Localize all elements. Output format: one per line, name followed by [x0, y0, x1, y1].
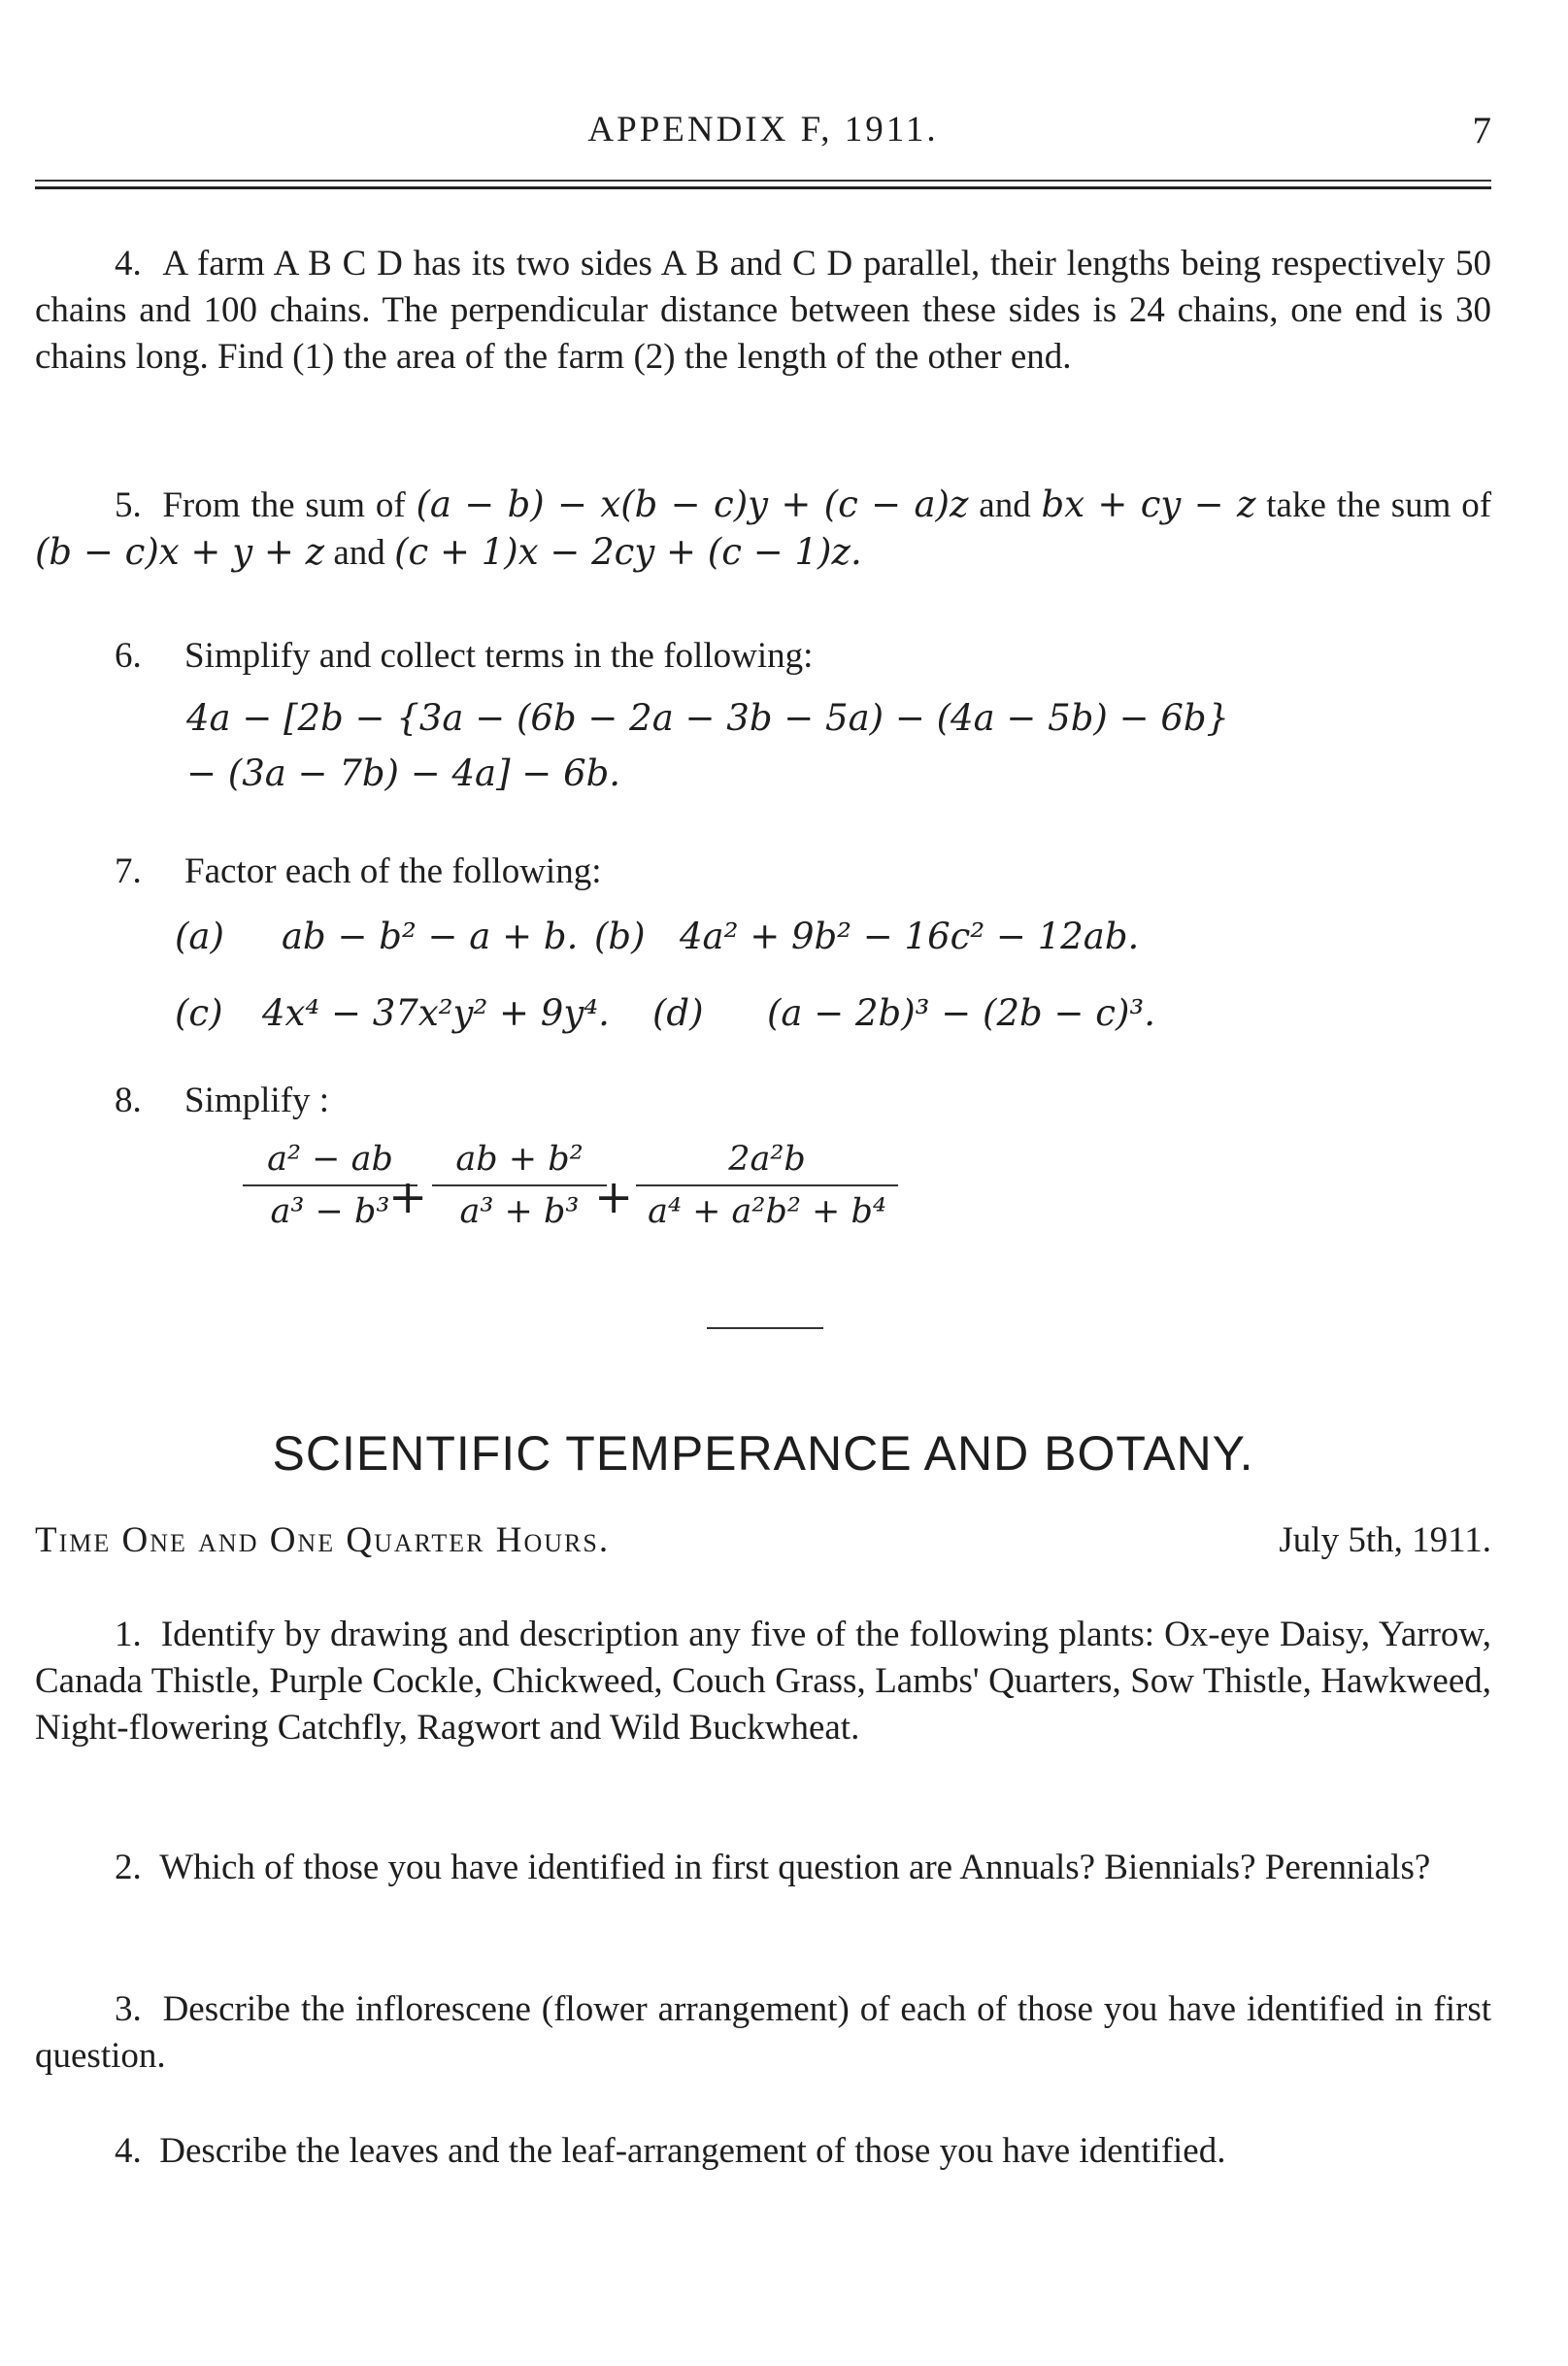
question-number: 4. — [115, 2131, 142, 2171]
exam-date: July 5th, 1911. — [1279, 1520, 1491, 1560]
question-number: 3. — [115, 1989, 142, 2029]
question-text: take the sum of — [1266, 485, 1492, 525]
question-number: 8. — [115, 1081, 142, 1120]
exam-time-line — [35, 1519, 1491, 1568]
question-number: 7. — [115, 851, 142, 891]
question-text: Which of those you have identified in first question are Annuals? Biennials? Perennials? — [159, 1848, 1431, 1887]
math-expression: (b − c)x + y + z — [35, 531, 325, 573]
question-number: 5. — [115, 485, 142, 525]
math-line: 4a − [2b − {3a − (6b − 2a − 3b − 5a) − (4a − 5b) − 6b} — [186, 697, 1230, 739]
denominator: a⁴ + a²b² + b⁴ — [648, 1192, 886, 1231]
page-header — [35, 109, 1491, 157]
numerator: a² − ab — [267, 1140, 393, 1179]
math-expression: (a − b) − x(b − c)y + (c − a)z — [416, 483, 969, 525]
fraction-bar — [432, 1184, 607, 1186]
running-head: APPENDIX F, 1911. — [587, 110, 939, 150]
numerator: 2a²b — [728, 1140, 806, 1179]
math-expression: 4x⁴ − 37x²y² + 9y⁴. — [262, 992, 610, 1034]
denominator: a³ − b³ — [270, 1192, 390, 1231]
question-text: Describe the leaves and the leaf-arrangement of those you have identified. — [159, 2131, 1226, 2171]
part-label: (b) — [594, 916, 646, 957]
part-label: (c) — [175, 992, 223, 1034]
page-number: 7 — [1472, 110, 1491, 151]
math-expression: 4a² + 9b² − 16c² − 12ab. — [680, 916, 1140, 957]
algebra-question-5 — [35, 482, 1491, 577]
question-number: 2. — [115, 1848, 142, 1887]
question-text: Describe the inflorescene (flower arrangement) of each of those you have identified in first question. — [35, 1989, 1492, 2076]
question-text: A farm A B C D has its two sides A B and C D parallel, their lengths being respectively 50 chains and 100 chains. The perpendicular distance between these sides is 24 chains, one end is 30 chains long. Find (1) the area of the farm (2) the length of the other end. — [35, 244, 1492, 377]
fraction-2 — [432, 1138, 607, 1233]
section-divider — [707, 1327, 823, 1329]
math-line: − (3a − 7b) − 4a] − 6b. — [186, 752, 621, 794]
question-number: 4. — [115, 244, 142, 283]
question-prompt: Simplify : — [184, 1081, 330, 1120]
question-text: and — [333, 533, 385, 573]
botany-question-2 — [35, 1845, 1491, 1891]
plus-sign: + — [594, 1170, 634, 1224]
exam-duration: Time One and One Quarter Hours. — [35, 1520, 611, 1560]
question-text: and — [979, 485, 1031, 525]
part-label: (a) — [175, 916, 224, 957]
math-expression: ab − b² − a + b. — [282, 916, 579, 957]
algebra-question-4 — [35, 241, 1491, 381]
question-prompt: Factor each of the following: — [184, 851, 602, 891]
question-text: From the sum of — [162, 485, 406, 525]
question-number: 1. — [115, 1615, 142, 1654]
fraction-bar — [636, 1184, 898, 1186]
question-text: Identify by drawing and description any five of the following plants: Ox-eye Daisy, Yarrow, Canada Thistle, Purple Cockle, Chickweed, Couch Grass, Lambs' Quarters, Sow Thistle, Hawkweed, Night-flowering Catchfly, Ragwort and Wild Buckwheat. — [35, 1615, 1491, 1748]
botany-question-4 — [35, 2128, 1491, 2175]
header-double-rule — [35, 180, 1491, 189]
question-prompt: Simplify and collect terms in the following: — [184, 636, 814, 676]
math-expression: (a − 2b)³ − (2b − c)³. — [767, 992, 1155, 1034]
math-expression: (c + 1)x − 2cy + (c − 1)z. — [394, 531, 862, 573]
fraction-3 — [636, 1138, 898, 1233]
part-label: (d) — [652, 992, 704, 1034]
math-expression: bx + cy − z — [1041, 483, 1256, 525]
botany-question-1 — [35, 1612, 1491, 1751]
section-title: SCIENTIFIC TEMPERANCE AND BOTANY. — [272, 1426, 1254, 1481]
denominator: a³ + b³ — [459, 1192, 580, 1231]
numerator: ab + b² — [455, 1140, 584, 1179]
plus-sign: + — [388, 1170, 428, 1224]
question-number: 6. — [115, 636, 142, 676]
botany-question-3 — [35, 1986, 1491, 2080]
